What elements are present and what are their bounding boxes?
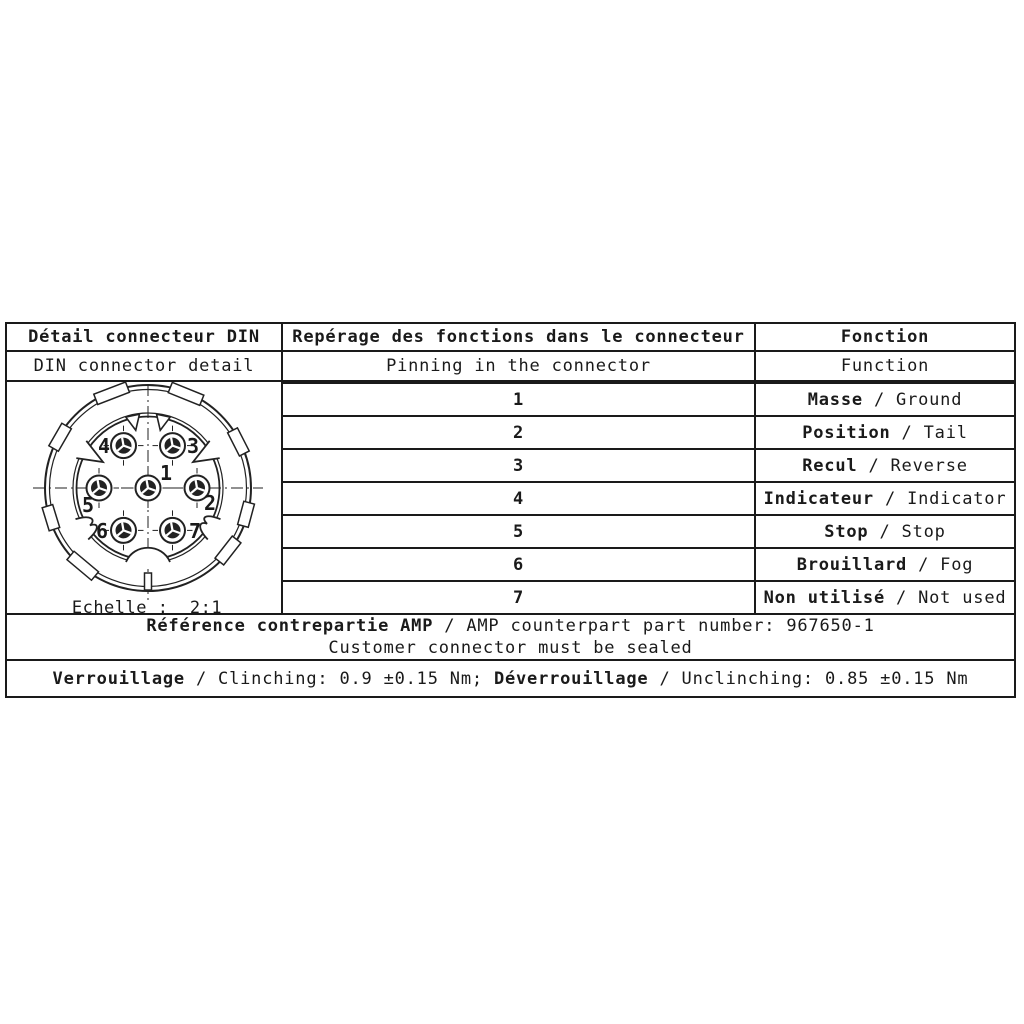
function-cell [756,514,1014,547]
header-function-en: Function [840,356,930,376]
function-separator: / [907,554,941,575]
clinching-en: / Clinching: 0.9 ±0.15 Nm; [184,668,494,689]
function-separator: / [890,422,924,443]
function-fr: Masse [807,389,863,410]
header-detail-fr: Détail connecteur DIN [28,327,260,347]
function-cell [756,580,1014,613]
function-en: Tail [923,422,968,443]
pin-label-1: 1 [159,461,173,485]
function-en: Not used [918,587,1007,608]
locking-torque-row [7,659,1014,696]
din-connector-table [5,322,1016,698]
function-cell [756,448,1014,481]
function-separator: / [868,521,902,542]
header-row-french [7,324,1014,352]
pin-7 [153,510,193,550]
sealed-note-line: Customer connector must be sealed [328,638,693,658]
pin-number: 3 [281,448,756,481]
header-pinning-en: Pinning in the connector [281,352,756,380]
function-cell [756,382,1014,415]
function-en: Stop [901,521,946,542]
header-function-fr: Fonction [840,327,930,347]
function-en: Ground [896,389,963,410]
pin-label-3: 3 [186,434,200,458]
function-cell [756,481,1014,514]
function-fr: Position [802,422,891,443]
unclinching-en: / Unclinching: 0.85 ±0.15 Nm [648,668,969,689]
header-pinning-fr: Repérage des fonctions dans le connecteur [281,324,756,350]
pin-number: 2 [281,415,756,448]
pin-number: 5 [281,514,756,547]
header-detail-en: DIN connector detail [33,356,255,376]
unclinching-fr: Déverrouillage [493,668,649,689]
din-connector-diagram [7,382,281,617]
pin-number: 1 [281,382,756,415]
pin-label-2: 2 [203,491,217,515]
function-cell [756,415,1014,448]
amp-reference-en: / AMP counterpart part number: 967650-1 [433,616,875,636]
pin-6 [104,510,144,550]
function-en: Fog [940,554,974,575]
function-separator: / [873,488,908,509]
function-separator: / [885,587,919,608]
function-fr: Brouillard [796,554,908,575]
amp-reference-row [7,613,1014,659]
pin-number: 7 [281,580,756,613]
clinching-fr: Verrouillage [52,668,185,689]
scale-label: Echelle : 2:1 [71,598,223,617]
amp-reference-line [146,615,874,637]
function-cell [756,547,1014,580]
function-fr: Recul [802,455,858,476]
function-en: Reverse [890,455,968,476]
pin-label-7: 7 [188,519,202,543]
pin-label-4: 4 [97,434,111,458]
function-separator: / [857,455,891,476]
pin-number: 4 [281,481,756,514]
amp-reference-fr: Référence contrepartie AMP [146,616,434,636]
function-fr: Non utilisé [763,587,885,608]
function-fr: Stop [824,521,869,542]
pin-label-5: 5 [81,493,95,517]
function-fr: Indicateur [763,488,874,509]
table-body [7,382,1014,617]
header-row-english [7,352,1014,382]
pin-label-6: 6 [95,519,109,543]
function-separator: / [862,389,897,410]
function-en: Indicator [907,488,1007,509]
pin-number: 6 [281,547,756,580]
